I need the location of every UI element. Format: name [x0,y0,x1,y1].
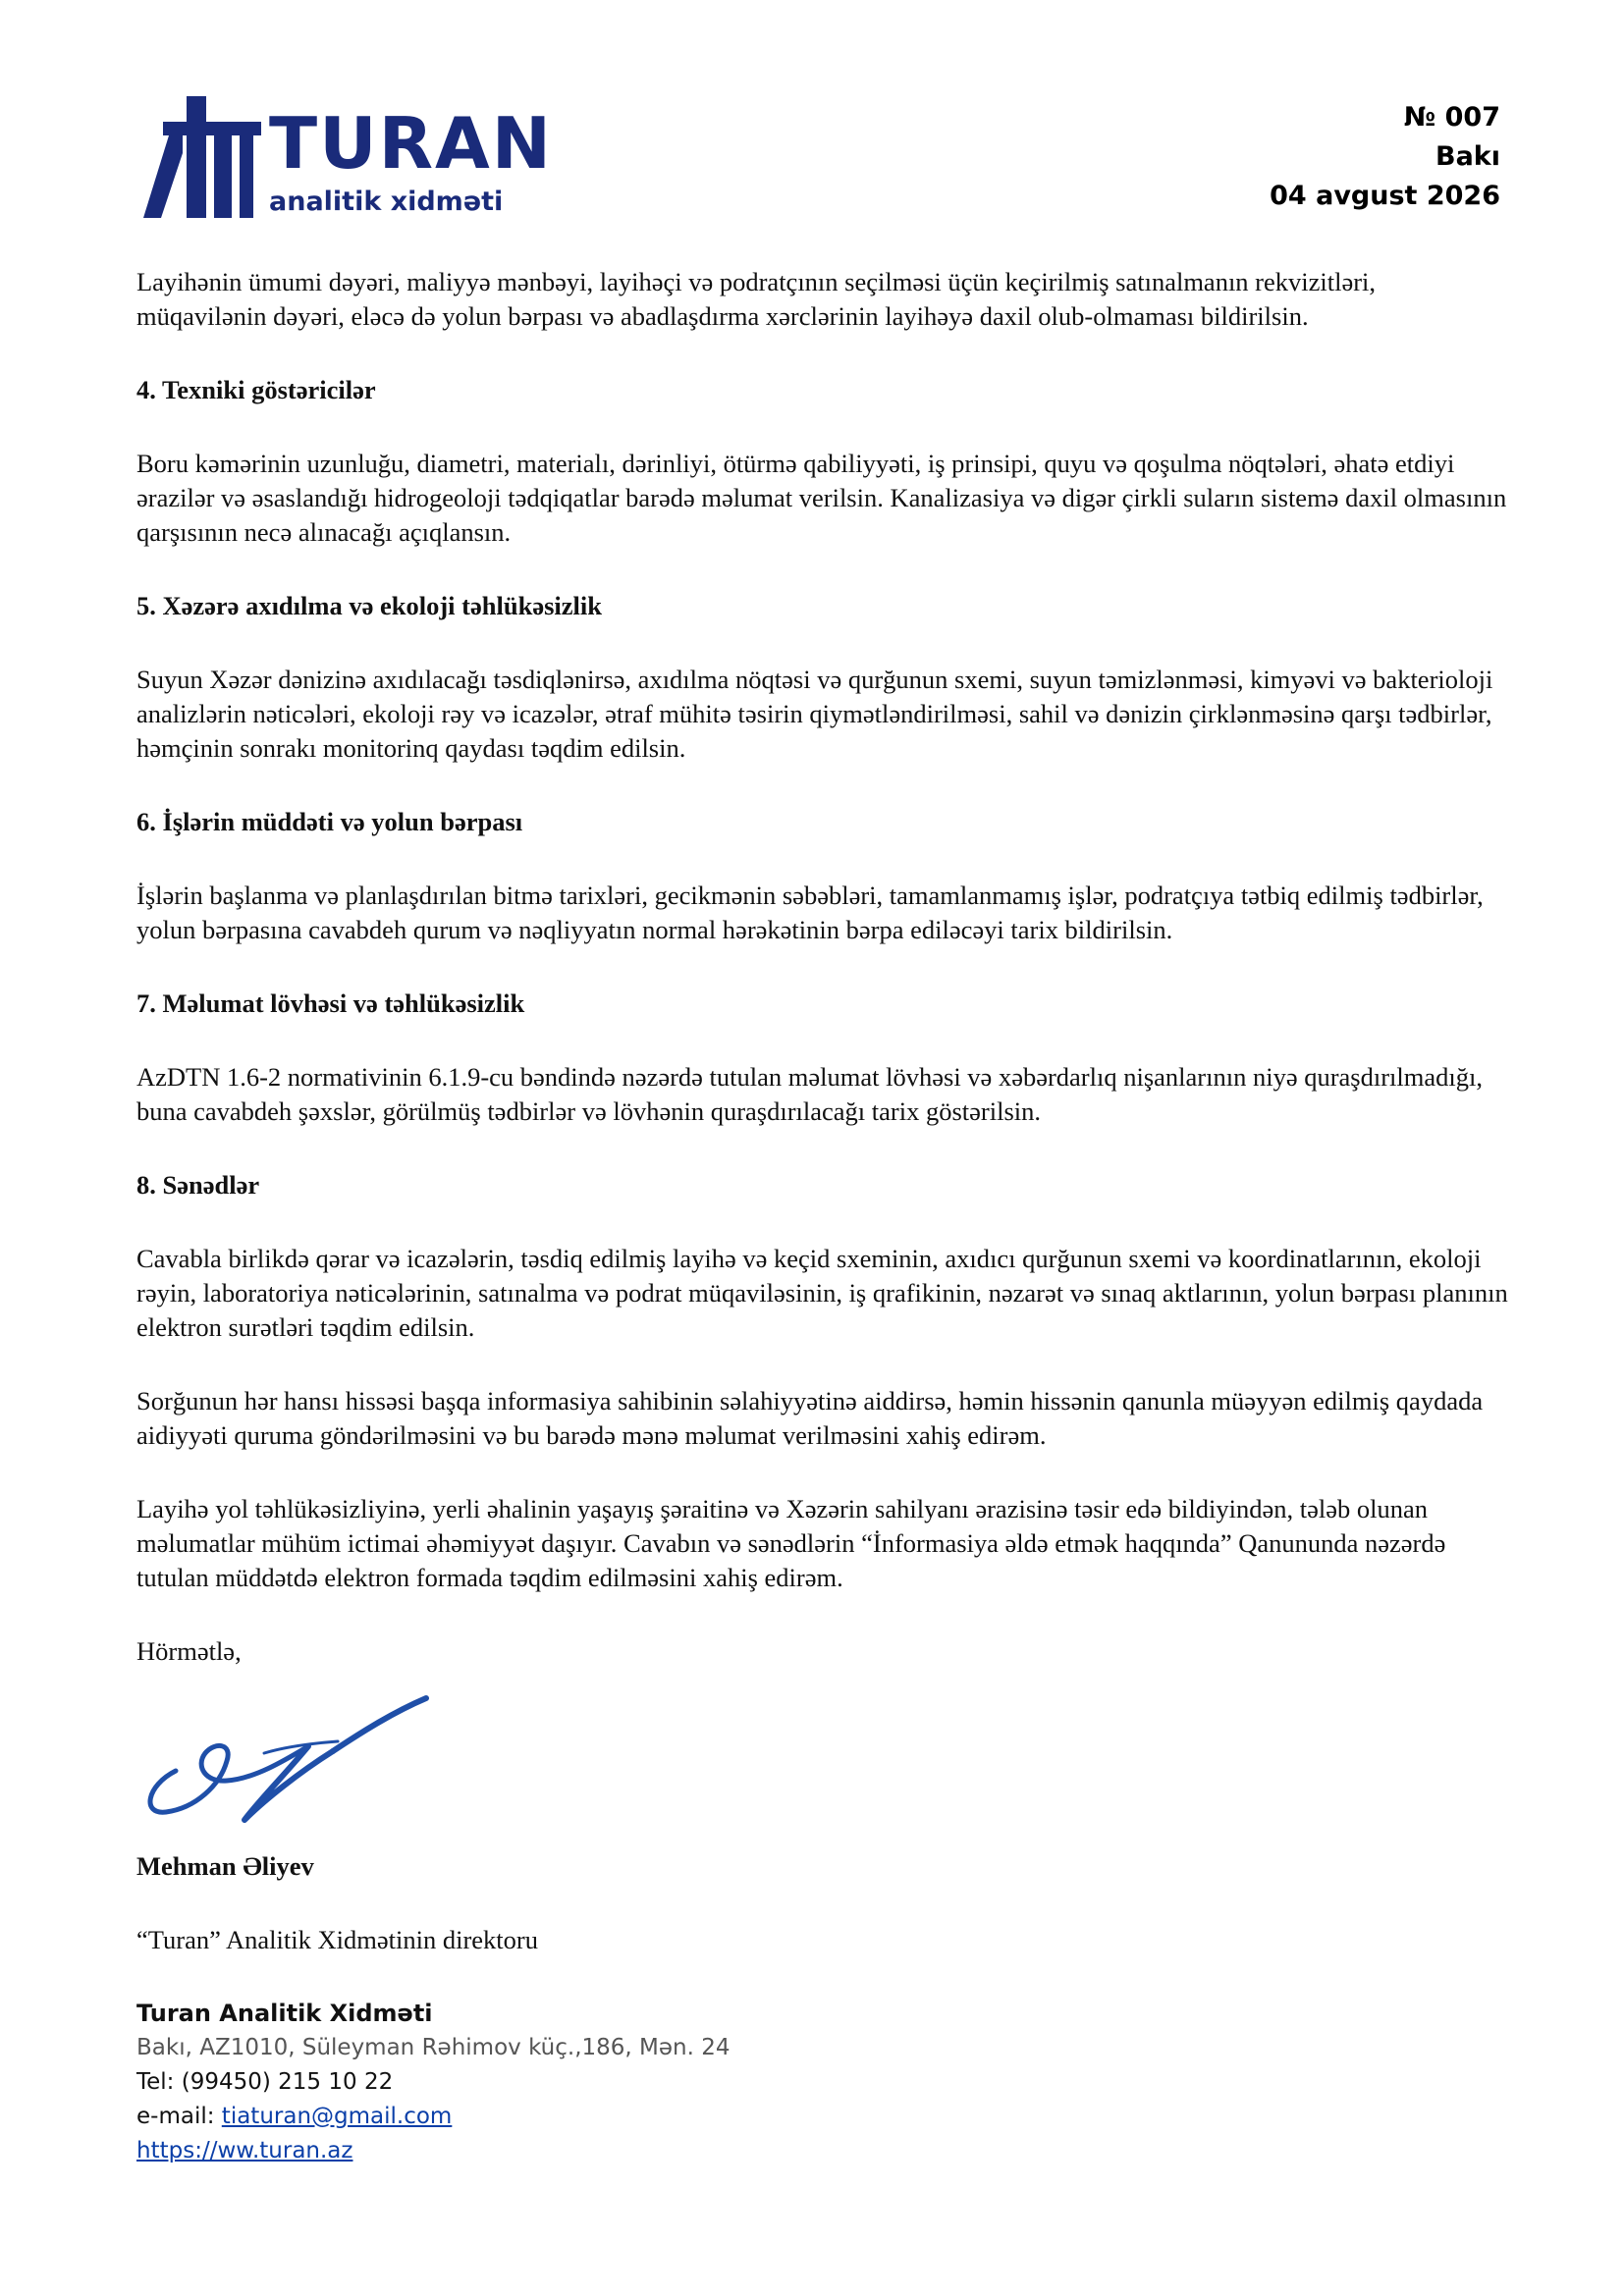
section-7-title: 7. Məlumat lövhəsi və təhlükəsizlik [136,988,525,1018]
section-5-text: Suyun Xəzər dənizinə axıdılacağı təsdiqlənirsə, axıdılma nöqtəsi və qurğunun sxemi, suyun təmizlənməsi, kimyəvi və bakterioloji analizlərin nəticələri, ekoloji rəy və icazələr, ətraf mühitə təsirin qiymətləndirilməsi, sahil və dənizin çirklənməsinə qarşı tədbirlər, həmçinin sonrakı monitorinq qaydası təqdim edilsin. [136,665,1493,763]
letter-reference [1270,98,1500,216]
section-7-text: AzDTN 1.6-2 normativinin 6.1.9-cu bəndində nəzərdə tutulan məlumat lövhəsi və xəbərdarlıq nişanlarının niyə quraşdırılmadığı, buna cavabdeh şəxslər, görülmüş tədbirlər və lövhənin quraşdırılacağı tarix göstərilsin. [136,1062,1483,1126]
logo-subtitle: analitik xidməti [269,187,504,217]
section-8-title: 8. Sənədlər [136,1170,260,1200]
handwritten-signature [136,1692,451,1830]
section-4-title: 4. Texniki göstəricilər [136,375,376,404]
closing-salutation: Hörmətlə, [136,1636,242,1666]
signer-title: “Turan” Analitik Xidmətinin direktoru [136,1925,538,1954]
footer-website-link[interactable]: https://ww.turan.az [136,2138,353,2163]
footer-address: Bakı, AZ1010, Süleyman Rəhimov küç.,186, Mən. 24 [136,2035,731,2060]
turan-logo-mark [143,96,271,218]
footer-email-label: e-mail: [136,2104,222,2129]
footer-website-line [136,2134,1511,2168]
footer-phone: Tel: (99450) 215 10 22 [136,2069,394,2095]
footer-email-line [136,2100,1511,2134]
turan-logo [143,96,575,224]
section-8-text: Cavabla birlikdə qərar və icazələrin, təsdiq edilmiş layihə və keçid sxeminin, axıdıcı qurğunun sxemi və koordinatlarının, ekoloji rəyin, laboratoriya nəticələrinin, satınalma və podrat müqaviləsinin, iş qrafikinin, nəzarət və sınaq aktlarının, yolun bərpası planının elektron surətləri təqdim edilsin. [136,1244,1508,1342]
footer-organization: Turan Analitik Xidməti [136,2000,433,2027]
signer-name: Mehman Əliyev [136,1851,314,1881]
logo-wordmark: TURAN [269,102,553,185]
contact-footer [136,1997,1511,2168]
section-5-title: 5. Xəzərə axıdılma və ekoloji təhlükəsizlik [136,591,602,620]
intro-paragraph: Layihənin ümumi dəyəri, maliyyə mənbəyi, layihəçi və podratçının seçilməsi üçün keçirilmiş satınalmanın rekvizitləri, müqavilənin dəyəri, eləcə də yolun bərpası və abadlaşdırma xərclərinin layihəyə daxil olub-olmaması bildirilsin. [136,267,1377,331]
section-4-text: Boru kəmərinin uzunluğu, diametri, materialı, dərinliyi, ötürmə qabiliyyəti, iş prinsipi, quyu və qoşulma nöqtələri, əhatə etdiyi ərazilər və əsaslandığı hidrogeoloji tədqiqatlar barədə məlumat verilsin. Kanalizasiya və digər çirkli suların sistemə daxil olmasının qarşısının necə alınacağı açıqlansın. [136,449,1507,547]
letter-body [136,265,1511,2168]
redirect-paragraph: Sorğunun hər hansı hissəsi başqa informasiya sahibinin səlahiyyətinə aiddirsə, həmin hissənin qanunla müəyyən edilmiş qaydada aidiyyəti quruma göndərilməsini və bu barədə mənə məlumat verilməsini xahiş edirəm. [136,1386,1484,1450]
letter-date: 04 avgust 2026 [1270,181,1500,211]
letter-city: Bakı [1435,141,1500,172]
letter-number: № 007 [1403,102,1500,133]
section-6-title: 6. İşlərin müddəti və yolun bərpası [136,807,523,836]
importance-paragraph: Layihə yol təhlükəsizliyinə, yerli əhalinin yaşayış şəraitinə və Xəzərin sahilyanı ərazisinə təsir edə bildiyindən, tələb olunan məlumatlar mühüm ictimai əhəmiyyət daşıyır. Cavabın və sənədlərin “İnformasiya əldə etmək haqqında” Qanununda nəzərdə tutulan müddətdə elektron formada təqdim edilməsini xahiş edirəm. [136,1494,1446,1592]
section-6-text: İşlərin başlanma və planlaşdırılan bitmə tarixləri, gecikmənin səbəbləri, tamamlanmamış işlər, podratçıya tətbiq edilmiş tədbirlər, yolun bərpasına cavabdeh qurum və nəqliyyatın normal hərəkətinin bərpa ediləcəyi tarix bildirilsin. [136,881,1484,944]
footer-email-link[interactable]: tiaturan@gmail.com [221,2104,453,2129]
